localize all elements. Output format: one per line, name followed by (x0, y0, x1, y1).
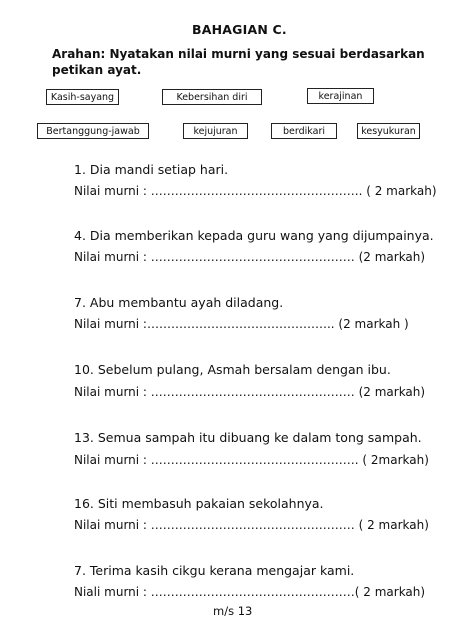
question-7: 7. Abu membantu ayah diladang. (74, 295, 284, 310)
answer-line-13: Nilai murni : ……………………………………………. ( 2markah) (74, 453, 429, 467)
instruction-text: Arahan: Nyatakan nilai murni yang sesuai berdasarkan petikan ayat. (52, 47, 425, 77)
answer-line-1: Nilai murni : …………………………………………….. ( 2 markah) (74, 184, 437, 198)
answer-line-10: Nilai murni : …………………………………………… (2 markah) (74, 385, 426, 399)
question-16: 16. Siti membasuh pakaian sekolahnya. (74, 496, 324, 511)
question-7b: 7. Terima kasih cikgu kerana mengajar kami. (74, 563, 355, 578)
question-1: 1. Dia mandi setiap hari. (74, 162, 229, 177)
question-4: 4. Dia memberikan kepada guru wang yang dijumpainya. (74, 228, 434, 243)
word-box-kasih-sayang: Kasih-sayang (46, 89, 119, 105)
answer-line-7b: Niali murni : ……………………………………………( 2 markah) (74, 585, 426, 599)
question-13: 13. Semua sampah itu dibuang ke dalam tong sampah. (74, 430, 422, 445)
answer-line-16: Nilai murni : …………………………………………… ( 2 markah) (74, 518, 429, 532)
word-box-bertanggung-jawab: Bertanggung-jawab (37, 123, 149, 139)
answer-line-4: Nilai murni : …………………………………………… (2 markah) (74, 250, 426, 264)
word-box-kesyukuran: kesyukuran (357, 123, 420, 139)
page-number: m/s 13 (213, 604, 253, 618)
section-title: BAHAGIAN C. (192, 22, 287, 37)
question-10: 10. Sebelum pulang, Asmah bersalam dengan ibu. (74, 362, 391, 377)
word-box-kerajinan: kerajinan (307, 88, 374, 104)
word-box-kejujuran: kejujuran (183, 123, 248, 139)
answer-line-7: Nilai murni :……………………………………….. (2 markah ) (74, 317, 409, 331)
word-box-berdikari: berdikari (271, 123, 337, 139)
word-box-kebersihan-diri: Kebersihan diri (162, 89, 262, 105)
